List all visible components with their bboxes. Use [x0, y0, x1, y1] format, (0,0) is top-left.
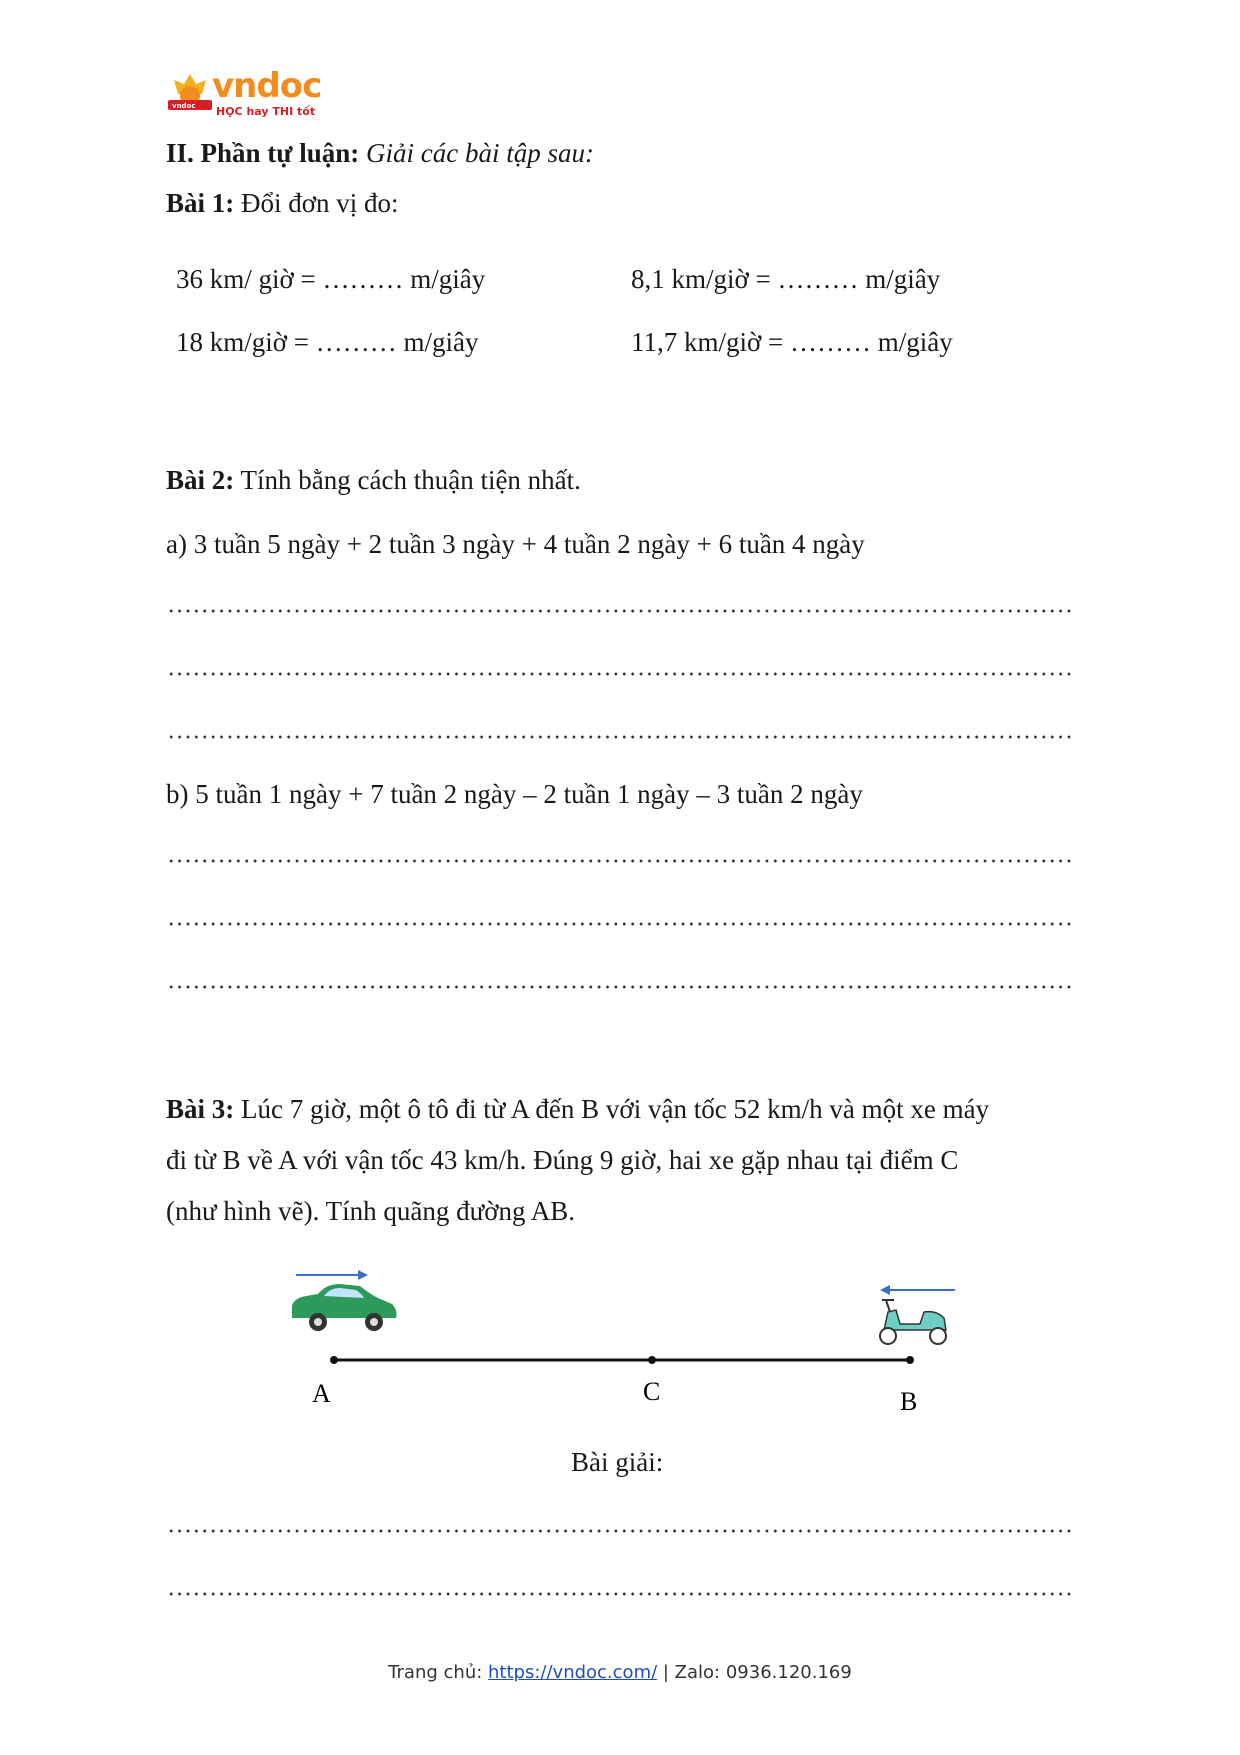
bai1-text: Đổi đơn vị đo:: [241, 188, 399, 218]
bai1-item-1: 36 km/ giờ = ……… m/giây: [176, 264, 486, 294]
bai3-line-3: (như hình vẽ). Tính quãng đường AB.: [166, 1196, 576, 1226]
scooter-direction-arrow: [880, 1285, 955, 1295]
point-b-label: B: [900, 1387, 918, 1416]
point-c-label: C: [643, 1377, 661, 1406]
point-b: [906, 1356, 914, 1364]
bai2-text: Tính bằng cách thuận tiện nhất.: [240, 465, 581, 495]
bai1-item-4: 11,7 km/giờ = ……… m/giây: [631, 327, 953, 357]
footer-home-link[interactable]: https://vndoc.com/: [488, 1662, 658, 1683]
point-c: [648, 1356, 656, 1364]
answer-line[interactable]: [167, 1591, 1071, 1597]
bai1-item-3: 18 km/giờ = ……… m/giây: [176, 327, 479, 357]
bai3-line-2: đi từ B về A với vận tốc 43 km/h. Đúng 9 giờ, hai xe gặp nhau tại điểm C: [166, 1145, 959, 1175]
bai3-label: Bài 3:: [166, 1094, 235, 1124]
footer-prefix: Trang chủ:: [388, 1662, 489, 1683]
bai2-part-b: b) 5 tuần 1 ngày + 7 tuần 2 ngày – 2 tuần 1 ngày – 3 tuần 2 ngày: [166, 779, 863, 809]
section-title: II. Phần tự luận:: [166, 138, 360, 168]
bai2-label: Bài 2:: [166, 465, 235, 495]
logo-tagline: HỌC hay THI tốt: [216, 105, 316, 118]
footer-contact: | Zalo: 0936.120.169: [657, 1662, 852, 1683]
answer-line[interactable]: [167, 1528, 1071, 1534]
bai2-part-a: a) 3 tuần 5 ngày + 2 tuần 3 ngày + 4 tuần 2 ngày + 6 tuần 4 ngày: [166, 529, 865, 559]
bai3-text-1: Lúc 7 giờ, một ô tô đi từ A đến B với vận tốc 52 km/h và một xe máy: [241, 1094, 990, 1124]
footer: [0, 1662, 1240, 1683]
bai1-item-2: 8,1 km/giờ = ……… m/giây: [631, 264, 941, 294]
car-direction-arrow: [296, 1270, 368, 1280]
bai1-label: Bài 1:: [166, 188, 235, 218]
logo-badge: vndoc: [172, 102, 196, 110]
solution-label: Bài giải:: [571, 1447, 664, 1477]
point-a: [330, 1356, 338, 1364]
logo-brand: vndoc: [212, 66, 322, 106]
car-icon: [292, 1284, 397, 1331]
point-a-label: A: [312, 1379, 331, 1408]
section-subtitle: Giải các bài tập sau:: [366, 138, 594, 168]
scooter-icon: [880, 1300, 946, 1344]
